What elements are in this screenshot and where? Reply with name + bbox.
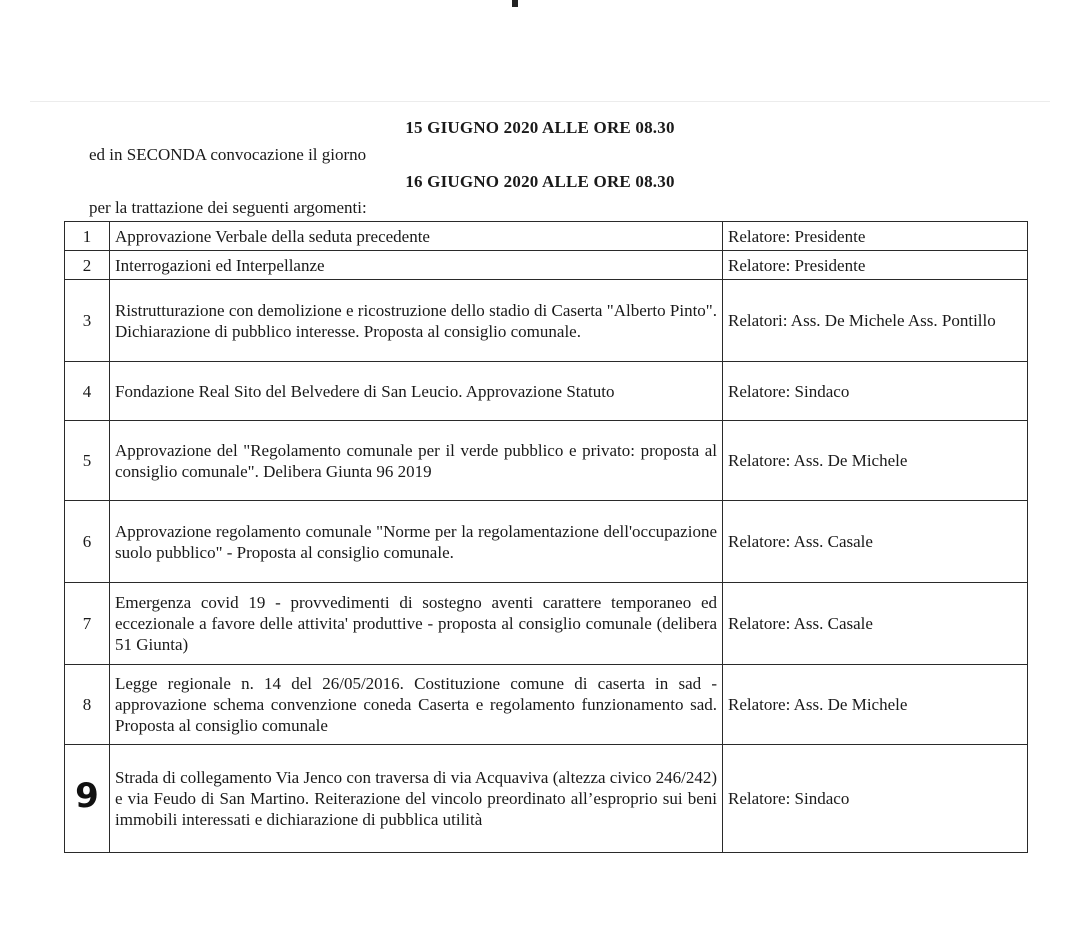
agenda-item-number: 8 — [65, 665, 110, 745]
first-convocation-date: 15 GIUGNO 2020 ALLE ORE 08.30 — [405, 118, 675, 137]
agenda-item-speaker: Relatore: Presidente — [723, 222, 1028, 251]
agenda-item-topic: Approvazione Verbale della seduta precedente — [110, 222, 723, 251]
second-convocation-date: 16 GIUGNO 2020 ALLE ORE 08.30 — [405, 172, 675, 191]
page-divider — [30, 101, 1050, 102]
agenda-row — [65, 421, 1028, 501]
agenda-item-topic: Approvazione del "Regolamento comunale per il verde pubblico e privato: proposta al consiglio comunale". Delibera Giunta 96 2019 — [110, 421, 723, 501]
agenda-table — [64, 221, 1028, 853]
agenda-item-number: 4 — [65, 362, 110, 421]
handwritten-number: 9 — [75, 775, 99, 816]
agenda-item-topic: Emergenza covid 19 - provvedimenti di sostegno aventi carattere temporaneo ed eccezionale a favore delle attivita' produttive - proposta al consiglio comunale (delibera 51 Giunta) — [110, 583, 723, 665]
agenda-item-number: 7 — [65, 583, 110, 665]
agenda-item-speaker: Relatore: Ass. De Michele — [723, 665, 1028, 745]
agenda-item-speaker: Relatore: Sindaco — [723, 745, 1028, 853]
agenda-item-speaker: Relatore: Sindaco — [723, 362, 1028, 421]
agenda-item-number: 2 — [65, 251, 110, 280]
agenda-row — [65, 583, 1028, 665]
agenda-item-speaker: Relatore: Ass. Casale — [723, 583, 1028, 665]
agenda-item-number — [65, 745, 110, 853]
agenda-row — [65, 665, 1028, 745]
agenda-row — [65, 251, 1028, 280]
agenda-row — [65, 280, 1028, 362]
agenda-item-topic: Ristrutturazione con demolizione e ricostruzione dello stadio di Caserta "Alberto Pinto". Dichiarazione di pubblico interesse. Proposta al consiglio comunale. — [110, 280, 723, 362]
agenda-item-topic: Interrogazioni ed Interpellanze — [110, 251, 723, 280]
agenda-item-number: 6 — [65, 501, 110, 583]
agenda-item-number: 5 — [65, 421, 110, 501]
second-convocation-text: ed in SECONDA convocazione il giorno — [89, 145, 367, 164]
agenda-item-speaker: Relatore: Ass. De Michele — [723, 421, 1028, 501]
agenda-item-topic: Legge regionale n. 14 del 26/05/2016. Costituzione comune di caserta in sad - approvazione schema convenzione coneda Caserta e regolamento funzionamento sad. Proposta al consiglio comunale — [110, 665, 723, 745]
agenda-item-number: 1 — [65, 222, 110, 251]
agenda-row — [65, 501, 1028, 583]
agenda-item-speaker: Relatori: Ass. De Michele Ass. Pontillo — [723, 280, 1028, 362]
agenda-row — [65, 745, 1028, 853]
agenda-item-topic: Approvazione regolamento comunale "Norme per la regolamentazione dell'occupazione suolo pubblico" - Proposta al consiglio comunale. — [110, 501, 723, 583]
agenda-row — [65, 362, 1028, 421]
top-edge-mark — [512, 0, 518, 7]
agenda-item-topic: Strada di collegamento Via Jenco con traversa di via Acquaviva (altezza civico 246/242) e via Feudo di San Martino. Reiterazione del vincolo preordinato all’esproprio sui beni immobili interessati e dichiarazione di pubblica utilità — [110, 745, 723, 853]
agenda-row — [65, 222, 1028, 251]
agenda-item-topic: Fondazione Real Sito del Belvedere di San Leucio. Approvazione Statuto — [110, 362, 723, 421]
agenda-item-speaker: Relatore: Presidente — [723, 251, 1028, 280]
agenda-item-number: 3 — [65, 280, 110, 362]
arguments-intro: per la trattazione dei seguenti argomenti: — [89, 198, 367, 217]
agenda-item-speaker: Relatore: Ass. Casale — [723, 501, 1028, 583]
